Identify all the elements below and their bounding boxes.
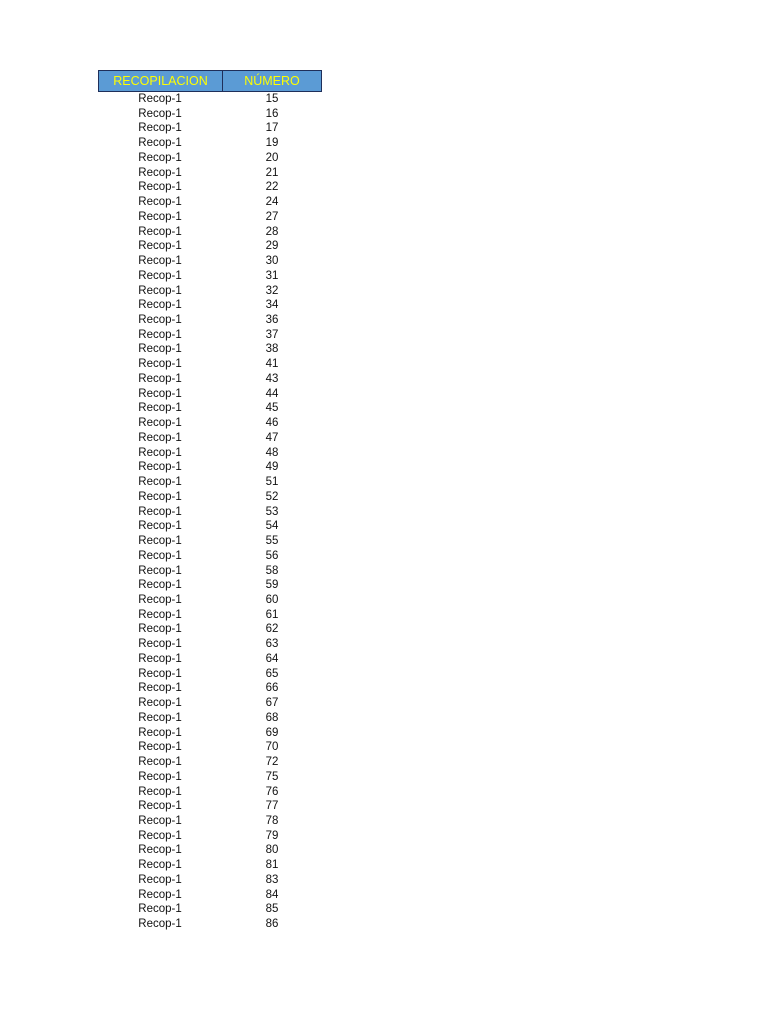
cell-recopilacion: Recop-1 [138,711,182,724]
cell-numero: 21 [265,166,279,179]
cell-numero: 59 [265,579,279,592]
table-row [98,460,322,475]
table-row [98,902,322,917]
cell-numero: 85 [265,903,279,916]
table-row [98,298,322,313]
cell-recopilacion: Recop-1 [138,903,182,916]
cell-recopilacion: Recop-1 [138,299,182,312]
cell-numero: 49 [265,461,279,474]
table-row [98,121,322,136]
cell-recopilacion: Recop-1 [138,314,182,327]
table-row [98,726,322,741]
cell-recopilacion: Recop-1 [138,93,182,105]
table-row [98,151,322,166]
table-row [98,431,322,446]
cell-recopilacion: Recop-1 [138,461,182,474]
cell-numero: 56 [265,549,279,562]
cell-numero: 76 [265,785,279,798]
cell-numero: 84 [265,888,279,901]
cell-recopilacion: Recop-1 [138,844,182,857]
table-row [98,446,322,461]
table-row [98,652,322,667]
cell-recopilacion: Recop-1 [138,756,182,769]
cell-numero: 34 [265,299,279,312]
table-row [98,92,322,107]
cell-recopilacion: Recop-1 [138,859,182,872]
cell-numero: 52 [265,490,279,503]
cell-recopilacion: Recop-1 [138,829,182,842]
cell-recopilacion: Recop-1 [138,726,182,739]
table-row [98,490,322,505]
cell-numero: 44 [265,387,279,400]
cell-numero: 45 [265,402,279,415]
table-row [98,254,322,269]
cell-recopilacion: Recop-1 [138,918,182,931]
table-row [98,873,322,888]
cell-recopilacion: Recop-1 [138,652,182,665]
cell-numero: 64 [265,652,279,665]
cell-numero: 16 [265,107,279,120]
cell-numero: 70 [265,741,279,754]
cell-numero: 72 [265,756,279,769]
cell-recopilacion: Recop-1 [138,623,182,636]
table-row [98,814,322,829]
cell-recopilacion: Recop-1 [138,770,182,783]
table-row [98,195,322,210]
table-row [98,888,322,903]
cell-numero: 58 [265,564,279,577]
cell-recopilacion: Recop-1 [138,284,182,297]
cell-numero: 53 [265,505,279,518]
table-row [98,416,322,431]
cell-numero: 29 [265,240,279,253]
cell-recopilacion: Recop-1 [138,181,182,194]
cell-numero: 22 [265,181,279,194]
cell-recopilacion: Recop-1 [138,549,182,562]
table-row [98,225,322,240]
cell-numero: 31 [265,269,279,282]
table-row [98,843,322,858]
table-row [98,637,322,652]
cell-numero: 86 [265,918,279,931]
table-row [98,564,322,579]
cell-numero: 28 [265,225,279,238]
spreadsheet-table [98,70,322,932]
cell-numero: 75 [265,770,279,783]
table-row [98,755,322,770]
cell-recopilacion: Recop-1 [138,608,182,621]
cell-recopilacion: Recop-1 [138,358,182,371]
table-row [98,166,322,181]
cell-recopilacion: Recop-1 [138,196,182,209]
cell-numero: 41 [265,358,279,371]
cell-recopilacion: Recop-1 [138,402,182,415]
table-row [98,505,322,520]
cell-recopilacion: Recop-1 [138,490,182,503]
cell-numero: 48 [265,446,279,459]
table-row [98,917,322,932]
table-row [98,770,322,785]
table-row [98,858,322,873]
table-row [98,284,322,299]
cell-recopilacion: Recop-1 [138,741,182,754]
cell-recopilacion: Recop-1 [138,240,182,253]
cell-recopilacion: Recop-1 [138,107,182,120]
cell-numero: 80 [265,844,279,857]
table-row [98,519,322,534]
table-row [98,667,322,682]
table-row [98,357,322,372]
table-row [98,401,322,416]
cell-recopilacion: Recop-1 [138,814,182,827]
cell-recopilacion: Recop-1 [138,476,182,489]
cell-numero: 65 [265,667,279,680]
table-row [98,313,322,328]
cell-recopilacion: Recop-1 [138,343,182,356]
table-row [98,829,322,844]
table-body [98,92,322,932]
cell-recopilacion: Recop-1 [138,269,182,282]
table-row [98,475,322,490]
cell-numero: 68 [265,711,279,724]
cell-numero: 43 [265,372,279,385]
cell-recopilacion: Recop-1 [138,372,182,385]
cell-recopilacion: Recop-1 [138,579,182,592]
cell-numero: 62 [265,623,279,636]
cell-recopilacion: Recop-1 [138,417,182,430]
cell-numero: 47 [265,431,279,444]
table-row [98,740,322,755]
cell-recopilacion: Recop-1 [138,328,182,341]
table-row [98,608,322,623]
header-recopilacion: RECOPILACION [99,71,223,91]
cell-recopilacion: Recop-1 [138,151,182,164]
cell-numero: 19 [265,137,279,150]
table-row [98,799,322,814]
cell-recopilacion: Recop-1 [138,431,182,444]
cell-recopilacion: Recop-1 [138,166,182,179]
table-row [98,593,322,608]
table-row [98,328,322,343]
cell-recopilacion: Recop-1 [138,137,182,150]
cell-recopilacion: Recop-1 [138,446,182,459]
cell-numero: 60 [265,593,279,606]
cell-numero: 54 [265,520,279,533]
cell-numero: 66 [265,682,279,695]
table-row [98,534,322,549]
table-row [98,549,322,564]
cell-numero: 77 [265,800,279,813]
cell-recopilacion: Recop-1 [138,638,182,651]
cell-numero: 46 [265,417,279,430]
cell-numero: 32 [265,284,279,297]
cell-numero: 30 [265,255,279,268]
table-row [98,387,322,402]
cell-recopilacion: Recop-1 [138,800,182,813]
table-row [98,269,322,284]
cell-recopilacion: Recop-1 [138,255,182,268]
cell-recopilacion: Recop-1 [138,387,182,400]
cell-numero: 17 [265,122,279,135]
cell-numero: 83 [265,873,279,886]
table-row [98,681,322,696]
cell-numero: 81 [265,859,279,872]
table-row [98,107,322,122]
cell-numero: 38 [265,343,279,356]
table-row [98,578,322,593]
table-row [98,239,322,254]
cell-numero: 15 [265,93,279,105]
cell-recopilacion: Recop-1 [138,535,182,548]
cell-recopilacion: Recop-1 [138,505,182,518]
cell-numero: 20 [265,151,279,164]
table-row [98,372,322,387]
table-header-row [98,70,322,92]
table-row [98,622,322,637]
cell-recopilacion: Recop-1 [138,593,182,606]
cell-numero: 61 [265,608,279,621]
cell-numero: 24 [265,196,279,209]
table-row [98,785,322,800]
cell-numero: 37 [265,328,279,341]
cell-recopilacion: Recop-1 [138,520,182,533]
cell-numero: 69 [265,726,279,739]
table-row [98,136,322,151]
cell-numero: 63 [265,638,279,651]
cell-recopilacion: Recop-1 [138,210,182,223]
cell-recopilacion: Recop-1 [138,682,182,695]
cell-numero: 67 [265,697,279,710]
cell-recopilacion: Recop-1 [138,873,182,886]
cell-numero: 78 [265,814,279,827]
table-row [98,342,322,357]
cell-recopilacion: Recop-1 [138,564,182,577]
cell-numero: 27 [265,210,279,223]
cell-numero: 55 [265,535,279,548]
cell-recopilacion: Recop-1 [138,785,182,798]
cell-numero: 51 [265,476,279,489]
table-row [98,210,322,225]
header-numero: NÚMERO [223,71,321,91]
cell-recopilacion: Recop-1 [138,697,182,710]
cell-recopilacion: Recop-1 [138,888,182,901]
cell-recopilacion: Recop-1 [138,225,182,238]
cell-numero: 79 [265,829,279,842]
cell-recopilacion: Recop-1 [138,122,182,135]
table-row [98,696,322,711]
cell-recopilacion: Recop-1 [138,667,182,680]
table-row [98,180,322,195]
table-row [98,711,322,726]
cell-numero: 36 [265,314,279,327]
